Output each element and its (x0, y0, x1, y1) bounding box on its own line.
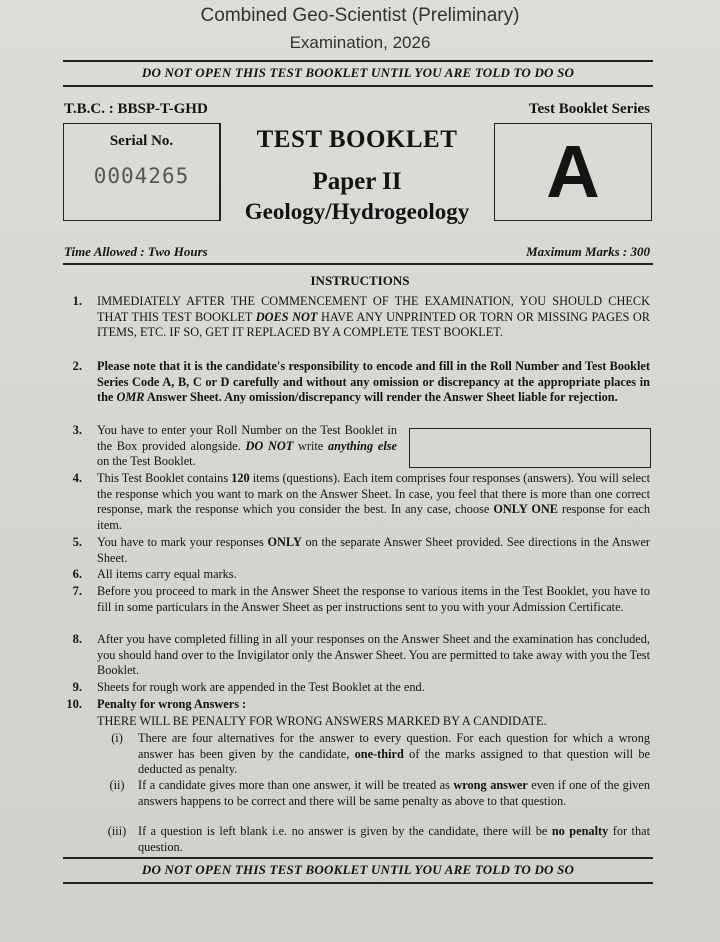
instruction-emphasis: wrong answer (453, 778, 528, 792)
instruction-emphasis: DO NOT (245, 438, 294, 453)
item-number: 7. (72, 584, 82, 598)
instruction-text: even if one of the given answers happens to be correct and there will be same penalty as above to that question. (138, 778, 651, 808)
item-number: 5. (72, 535, 82, 549)
item-number: 8. (72, 632, 82, 646)
booklet-title: TEST BOOKLET (256, 126, 458, 153)
instruction-emphasis: ONLY ONE (493, 502, 558, 516)
sub-item-number: (i) (111, 731, 123, 745)
sub-item (138, 731, 650, 778)
series-box (494, 123, 652, 221)
instruction-emphasis: 120 (231, 471, 250, 485)
instruction-text: Answer Sheet. Any omission/discrepancy will render the Answer Sheet liable for rejection. (144, 390, 618, 404)
subject-name: Geology/Hydrogeology (244, 199, 470, 224)
sub-item (138, 824, 650, 855)
instruction-item (97, 535, 650, 566)
instruction-emphasis: DOES NOT (255, 309, 318, 324)
instruction-text: on the separate Answer Sheet provided. See directions in the Answer Sheet. (97, 535, 650, 565)
series-letter: A (546, 130, 600, 213)
series-label: Test Booklet Series (528, 101, 650, 117)
instruction-item: Sheets for rough work are appended in the Test Booklet at the end. (97, 680, 425, 694)
instruction-text: If a question is left blank i.e. no answer is given by the candidate, there will be (138, 824, 552, 838)
instruction-text: You have to enter your Roll Number on the Test Booklet in the Box provided alongside. (97, 423, 397, 453)
instruction-text: There are four alternatives for the answer to every question. For each question for which a wrong answer has been given by the candidate, (138, 731, 650, 761)
instruction-text: HAVE ANY UNPRINTED OR TORN OR MISSING PAGES OR ITEMS, ETC. IF SO, GET IT REPLACED BY A COMPLETE TEST BOOKLET. (97, 309, 650, 339)
item-number: 1. (72, 294, 82, 308)
instruction-emphasis: OMR (116, 390, 145, 404)
warning-bottom: DO NOT OPEN THIS TEST BOOKLET UNTIL YOU ARE TOLD TO DO SO (141, 862, 575, 877)
instruction-item (97, 359, 650, 406)
divider-mid (63, 263, 653, 265)
item-number: 2. (72, 359, 82, 373)
exam-year: Examination, 2026 (289, 33, 431, 52)
sub-item-number: (ii) (109, 778, 125, 792)
instruction-text: for that question. (138, 824, 650, 854)
divider-bottom (63, 857, 653, 859)
instruction-text: If a candidate gives more than one answer, it will be treated as (138, 778, 454, 792)
item-number: 9. (72, 680, 82, 694)
divider-bottom-2 (63, 882, 653, 884)
paper-name: Paper II (312, 168, 402, 195)
item-number: 6. (72, 567, 82, 581)
instruction-text: of the marks assigned to that question will be deducted as penalty. (138, 746, 650, 776)
tbc-code: T.B.C. : BBSP-T-GHD (64, 101, 208, 117)
instruction-item: After you have completed filling in all your responses on the Answer Sheet and the examination has concluded, you should hand over to the Invigilator only the Answer Sheet. You are permitted to take away with you the Test Booklet. (97, 632, 650, 677)
instruction-text: items (questions). Each item comprises four responses (answers). You will select the response which you want to mark on the Answer Sheet. In case, you feel that there is more than one correct response, mark the response which you consider the best. In any case, choose (97, 471, 650, 516)
instruction-text: Please note that it is the candidate's responsibility to encode and fill in the Roll Number and Test Booklet Series Code A, B, C or D carefully and without any omission or discrepancy at the appropriate places in the (97, 359, 650, 404)
instruction-text: response for each item. (97, 502, 650, 532)
item-number: 4. (72, 471, 82, 485)
serial-label: Serial No. (109, 133, 174, 149)
instruction-item: All items carry equal marks. (97, 567, 237, 581)
instruction-item: Penalty for wrong Answers : (97, 697, 247, 711)
divider-top (63, 60, 653, 62)
sub-item-number: (iii) (107, 824, 127, 838)
instructions-title: INSTRUCTIONS (310, 273, 410, 288)
warning-top: DO NOT OPEN THIS TEST BOOKLET UNTIL YOU ARE TOLD TO DO SO (141, 65, 575, 80)
divider-top-2 (63, 85, 653, 87)
instruction-text: write (293, 438, 329, 453)
sub-item (138, 778, 650, 809)
instruction-emphasis: no penalty (551, 824, 609, 838)
roll-number-box[interactable] (409, 428, 651, 468)
instruction-text: IMMEDIATELY AFTER THE COMMENCEMENT OF THE EXAMINATION, YOU SHOULD CHECK THAT THIS TEST BOOKLET (97, 294, 650, 324)
instruction-emphasis: anything else (328, 438, 398, 453)
instruction-text: on the Test Booklet. (97, 454, 196, 468)
serial-number: 0004265 (93, 164, 190, 188)
instruction-text: This Test Booklet contains (97, 471, 232, 485)
penalty-statement: THERE WILL BE PENALTY FOR WRONG ANSWERS MARKED BY A CANDIDATE. (97, 714, 547, 728)
serial-box (63, 123, 220, 221)
instruction-item (97, 423, 397, 470)
instruction-item (97, 294, 650, 341)
instruction-emphasis: one-third (354, 746, 404, 761)
divider-vertical (220, 123, 221, 221)
instruction-emphasis: ONLY (267, 535, 302, 549)
maximum-marks: Maximum Marks : 300 (526, 244, 650, 259)
time-allowed: Time Allowed : Two Hours (64, 244, 208, 259)
exam-name: Combined Geo-Scientist (Preliminary) (200, 5, 520, 26)
instruction-text: You have to mark your responses (97, 535, 268, 549)
instruction-item: Before you proceed to mark in the Answer Sheet the response to various items in the Test Booklet, you have to fill in some particulars in the Answer Sheet as per instructions sent to you with your Admission Certificate. (97, 584, 650, 614)
instruction-item (97, 471, 650, 533)
item-number: 3. (72, 423, 82, 437)
item-number: 10. (66, 697, 82, 711)
